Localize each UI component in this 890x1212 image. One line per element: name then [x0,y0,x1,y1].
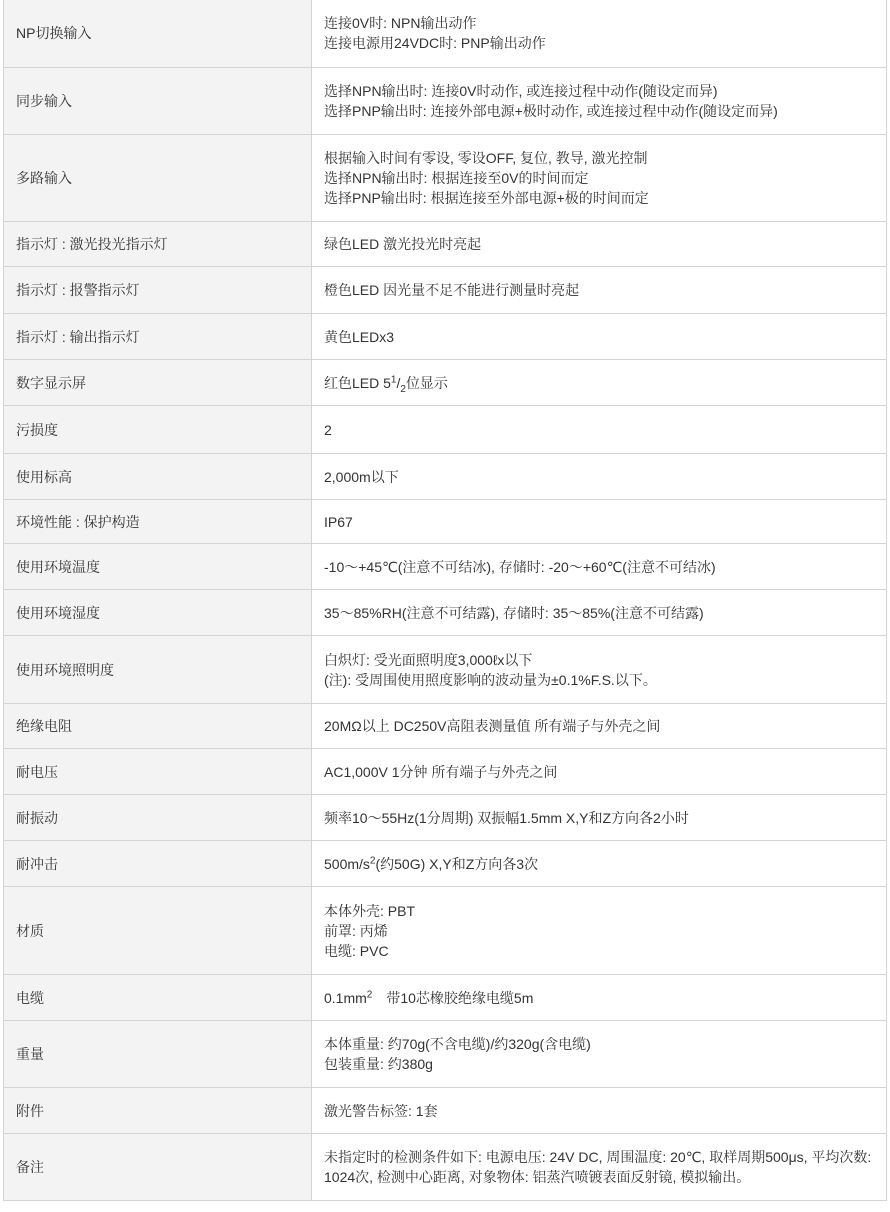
row-value [312,590,887,636]
display-slash: / [396,374,401,391]
row-value [312,975,887,1021]
shock-superscript: 2 [369,854,376,866]
display-superscript: 1 [390,373,397,385]
row-label: 使用环境温度 [4,544,312,590]
table-row [4,135,887,222]
spec-table [3,0,887,1201]
value-line: 黄色LEDx3 [324,328,395,345]
shock-suffix: (约50G) X,Y和Z方向各3次 [375,855,539,872]
row-value [312,68,887,135]
value-line: 2,000m以下 [324,468,399,485]
value-line: IP67 [324,513,353,530]
row-label: 指示灯 : 报警指示灯 [4,267,312,314]
display-prefix: 红色LED 5 [324,374,391,391]
row-value [312,314,887,360]
cable-prefix: 0.1mm [324,989,367,1006]
cable-superscript: 2 [366,988,373,1000]
row-label: 耐电压 [4,749,312,795]
row-label: NP切换输入 [4,0,312,68]
table-row [4,0,887,68]
value-line: 20MΩ以上 DC250V高阻表测量值 所有端子与外壳之间 [324,718,661,734]
table-row [4,454,887,500]
value-line: 连接0V时: NPN输出动作 [324,15,477,31]
table-row [4,636,887,704]
value-line: 白炽灯: 受光面照明度3,000ℓx以下 [324,651,533,668]
row-label: 绝缘电阻 [4,704,312,749]
row-value [312,360,887,406]
value-line: 选择PNP输出时: 根据连接至外部电源+极的时间而定 [324,190,649,206]
row-label: 同步输入 [4,68,312,135]
row-label: 指示灯 : 激光投光指示灯 [4,222,312,267]
value-line: 本体外壳: PBT [324,902,416,919]
row-label: 污损度 [4,406,312,454]
table-row [4,1088,887,1134]
table-row [4,590,887,636]
value-line: 频率10～55Hz(1分周期) 双振幅1.5mm X,Y和Z方向各2小时 [324,809,689,826]
row-value [312,406,887,454]
value-line: -10～+45℃(注意不可结冰), 存储时: -20～+60℃(注意不可结冰) [324,558,716,575]
row-value [312,222,887,267]
table-row [4,500,887,544]
value-line: 包装重量: 约380g [324,1056,433,1072]
row-value [312,887,887,975]
row-label: 环境性能 : 保护构造 [4,500,312,544]
table-row [4,222,887,267]
value-line: 前罩: 丙烯 [324,922,388,939]
table-row [4,68,887,135]
value-line: 35～85%RH(注意不可结露), 存储时: 35～85%(注意不可结露) [324,604,704,621]
row-value [312,135,887,222]
row-value [312,454,887,500]
table-row [4,360,887,406]
note-text: 未指定时的检测条件如下: 电源电压: 24V DC, 周围温度: 20℃, 取样周期500μs, 平均次数: 1024次, 检测中心距离, 对象物体: 铝蒸汽喷镀表面反射镜, 模拟输出。 [324,1149,872,1185]
table-row [4,314,887,360]
table-row [4,1134,887,1201]
value-line: 选择PNP输出时: 连接外部电源+极时动作, 或连接过程中动作(随设定而异) [324,103,778,119]
value-line: 根据输入时间有零设, 零设OFF, 复位, 教导, 激光控制 [324,150,648,166]
row-label: 指示灯 : 输出指示灯 [4,314,312,360]
value-line: AC1,000V 1分钟 所有端子与外壳之间 [324,763,558,780]
row-value [312,749,887,795]
row-label: 使用标高 [4,454,312,500]
table-row [4,749,887,795]
display-suffix: 位显示 [405,374,448,391]
row-label: 耐振动 [4,795,312,841]
shock-prefix: 500m/s [324,855,370,872]
table-row [4,267,887,314]
row-label: 电缆 [4,975,312,1021]
table-row [4,795,887,841]
value-line: 本体重量: 约70g(不含电缆)/约320g(含电缆) [324,1036,591,1052]
value-line: 电缆: PVC [324,942,389,959]
value-line: (注): 受周围使用照度影响的波动量为±0.1%F.S.以下。 [324,671,657,688]
row-label: 附件 [4,1088,312,1134]
row-value [312,1088,887,1134]
row-label: 使用环境照明度 [4,636,312,704]
row-value [312,0,887,68]
value-line: 2 [324,421,332,438]
row-label: 备注 [4,1134,312,1201]
value-line: 选择NPN输出时: 根据连接至0V的时间而定 [324,170,589,186]
value-line: 选择NPN输出时: 连接0V时动作, 或连接过程中动作(随设定而异) [324,83,718,99]
table-row [4,887,887,975]
table-row [4,704,887,749]
table-row [4,841,887,887]
row-value [312,704,887,749]
row-value [312,267,887,314]
row-value [312,544,887,590]
table-row [4,975,887,1021]
table-row [4,544,887,590]
row-label: 数字显示屏 [4,360,312,406]
row-label: 材质 [4,887,312,975]
value-line: 连接电源用24VDC时: PNP输出动作 [324,35,546,51]
row-value [312,1134,887,1201]
row-label: 重量 [4,1021,312,1088]
value-line: 橙色LED 因光量不足不能进行测量时亮起 [324,282,580,298]
row-value [312,795,887,841]
value-line: 激光警告标签: 1套 [324,1102,438,1119]
cable-suffix: 带10芯橡胶绝缘电缆5m [372,989,534,1006]
row-value [312,636,887,704]
row-value [312,1021,887,1088]
display-subscript: 2 [400,383,406,395]
row-label: 多路输入 [4,135,312,222]
table-row [4,1021,887,1088]
table-row [4,406,887,454]
row-value [312,500,887,544]
row-label: 耐冲击 [4,841,312,887]
row-label: 使用环境湿度 [4,590,312,636]
value-line: 绿色LED 激光投光时亮起 [324,236,482,252]
row-value [312,841,887,887]
